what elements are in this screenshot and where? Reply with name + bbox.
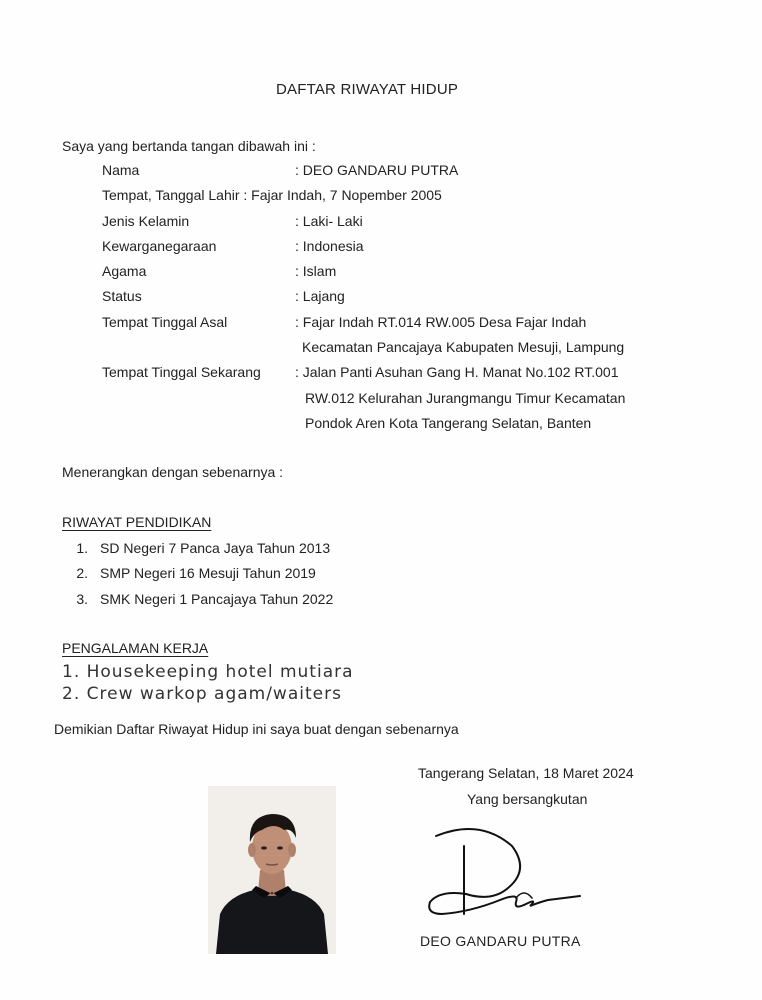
- signer-name: DEO GANDARU PUTRA: [420, 933, 581, 949]
- list-item: [70, 540, 330, 556]
- origin-address-label: Tempat Tinggal Asal: [102, 314, 228, 330]
- experience-item: 1. Housekeeping hotel mutiara: [62, 662, 354, 682]
- closing-text: Demikian Daftar Riwayat Hidup ini saya buat dengan sebenarnya: [54, 721, 459, 737]
- current-address-line-3: Pondok Aren Kota Tangerang Selatan, Banten: [305, 415, 592, 431]
- birth-place-date: Tempat, Tanggal Lahir : Fajar Indah, 7 Nopember 2005: [102, 187, 442, 203]
- experience-heading: PENGALAMAN KERJA: [62, 640, 209, 656]
- list-item-text: SMK Negeri 1 Pancajaya Tahun 2022: [100, 591, 334, 607]
- list-item-number: 3.: [76, 591, 88, 607]
- person-photo-icon: [208, 786, 336, 954]
- status-value: : Lajang: [295, 288, 345, 304]
- current-address-line-2: RW.012 Kelurahan Jurangmangu Timur Kecamatan: [305, 390, 626, 406]
- gender-label: Jenis Kelamin: [102, 213, 190, 229]
- education-heading: RIWAYAT PENDIDIKAN: [62, 514, 212, 530]
- status-label: Status: [102, 288, 142, 304]
- name-value: : DEO GANDARU PUTRA: [295, 162, 459, 178]
- profile-photo: [208, 786, 336, 954]
- page-title: DAFTAR RIWAYAT HIDUP: [276, 81, 459, 98]
- list-item-number: 1.: [76, 540, 88, 556]
- current-address-line-1: : Jalan Panti Asuhan Gang H. Manat No.102 RT.001: [295, 364, 619, 380]
- current-address-label: Tempat Tinggal Sekarang: [102, 364, 261, 380]
- origin-address-line-2: Kecamatan Pancajaya Kabupaten Mesuji, Lampung: [302, 339, 625, 355]
- list-item-text: SD Negeri 7 Panca Jaya Tahun 2013: [100, 540, 331, 556]
- signer-role: Yang bersangkutan: [467, 791, 588, 807]
- list-item: [70, 565, 316, 581]
- statement-text: Menerangkan dengan sebenarnya :: [62, 464, 284, 480]
- handwritten-signature: [420, 818, 590, 928]
- citizenship-value: : Indonesia: [295, 238, 364, 254]
- gender-value: : Laki- Laki: [295, 213, 363, 229]
- place-date: Tangerang Selatan, 18 Maret 2024: [418, 765, 634, 781]
- list-item: [70, 591, 333, 607]
- citizenship-label: Kewarganegaraan: [102, 238, 217, 254]
- list-item-text: SMP Negeri 16 Mesuji Tahun 2019: [100, 565, 316, 581]
- name-label: Nama: [102, 162, 140, 178]
- experience-item: 2. Crew warkop agam/waiters: [62, 684, 342, 704]
- religion-label: Agama: [102, 263, 147, 279]
- list-item-number: 2.: [76, 565, 88, 581]
- religion-value: : Islam: [295, 263, 337, 279]
- origin-address-line-1: : Fajar Indah RT.014 RW.005 Desa Fajar Indah: [295, 314, 587, 330]
- intro-text: Saya yang bertanda tangan dibawah ini :: [62, 138, 316, 154]
